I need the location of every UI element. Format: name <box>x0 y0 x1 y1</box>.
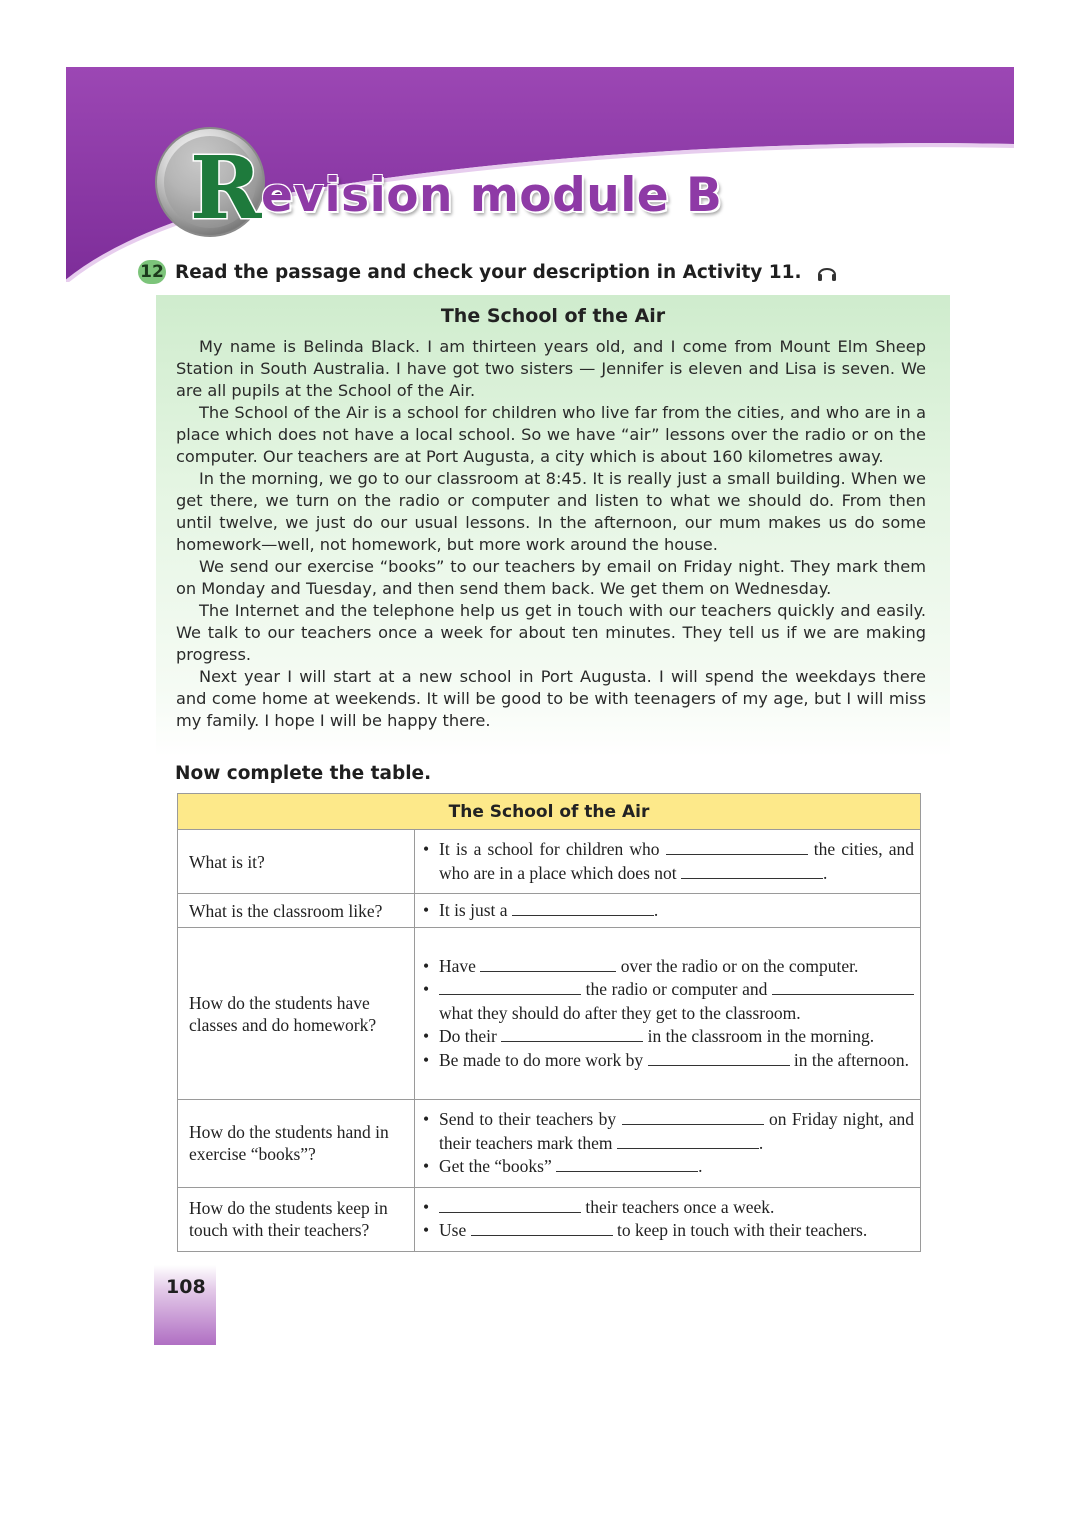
passage-title: The School of the Air <box>440 305 666 327</box>
table-row <box>178 894 921 928</box>
table-row <box>178 830 921 894</box>
table-answer-cell: • their teachers once a week. • Use to keep in touch with their teachers. <box>415 1187 921 1251</box>
answer-blank[interactable] <box>666 838 808 855</box>
reading-passage <box>156 295 950 757</box>
table-answer-cell: • It is a school for children who the cities, and who are in a place which does not . <box>415 830 921 894</box>
table-answer-cell: • Have over the radio or on the computer. • the radio or computer and what they should do after they get to the classroom. • Do their in the classroom in the morning. • Be made to do more work by in the afternoon. <box>415 928 921 1100</box>
bullet-icon: • <box>423 1196 430 1217</box>
table-row <box>178 928 921 1100</box>
bullet-icon: • <box>423 1109 430 1129</box>
table-answer-cell: • It is just a . <box>415 894 921 928</box>
passage-paragraph: The Internet and the telephone help us get in touch with our teachers quickly and easily. We talk to our teachers once a week for about ten minutes. They tell us if we are making progress. <box>176 601 926 664</box>
table-question: How do the students hand in exercise “books”? <box>178 1100 415 1188</box>
answer-blank[interactable] <box>439 978 581 995</box>
bullet-icon: • <box>423 1156 430 1176</box>
table-row <box>178 1187 921 1251</box>
bullet-icon: • <box>423 1049 430 1070</box>
activity-number-badge: 12 <box>138 260 166 284</box>
answer-blank[interactable] <box>772 978 914 995</box>
passage-paragraph: My name is Belinda Black. I am thirteen years old, and I come from Mount Elm Sheep Station in South Australia. I have got two sisters — Jennifer is eleven and Lisa is seven. We are all pupils at the School of the Air. <box>176 337 926 400</box>
bullet-icon: • <box>423 1026 430 1047</box>
answer-blank[interactable] <box>501 1025 643 1042</box>
answer-blank[interactable] <box>556 1155 698 1172</box>
bullet-icon: • <box>423 839 430 859</box>
answer-blank[interactable] <box>480 955 616 972</box>
passage-paragraph: We send our exercise “books” to our teachers by email on Friday night. They mark them on Monday and Tuesday, and then send them back. We get them on Wednesday. <box>176 557 926 598</box>
bullet-icon: • <box>423 979 430 1000</box>
page-number: 108 <box>166 1276 206 1298</box>
passage-paragraph: Next year I will start at a new school in Port Augusta. I will spend the weekdays there and come home at weekends. It will be good to be with teenagers of my age, but I will miss my family. I hope I will be happy there. <box>176 667 926 730</box>
activity-instruction: Read the passage and check your description in Activity 11. <box>175 261 802 283</box>
answer-blank[interactable] <box>681 862 823 879</box>
bullet-icon: • <box>423 1220 430 1240</box>
table-answer-cell: • Send to their teachers by on Friday night, and their teachers mark them . • Get the “books” . <box>415 1100 921 1188</box>
module-title: evision module B <box>261 168 723 223</box>
svg-text:R: R <box>190 138 262 239</box>
task-instruction: Now complete the table. <box>175 763 432 784</box>
answer-table <box>177 793 921 1252</box>
bullet-icon: • <box>423 955 430 976</box>
answer-blank[interactable] <box>512 899 654 916</box>
headphone-icon[interactable] <box>816 261 838 283</box>
answer-blank[interactable] <box>622 1108 764 1125</box>
answer-blank[interactable] <box>617 1132 759 1149</box>
table-row <box>178 1100 921 1188</box>
bullet-icon: • <box>423 899 430 920</box>
answer-blank[interactable] <box>471 1219 613 1236</box>
table-question: What is the classroom like? <box>178 894 415 928</box>
answer-blank[interactable] <box>439 1196 581 1213</box>
table-header: The School of the Air <box>178 794 921 830</box>
table-question: How do the students keep in touch with their teachers? <box>178 1187 415 1251</box>
module-title-block <box>150 120 750 240</box>
passage-paragraph: The School of the Air is a school for children who live far from the cities, and who are in a place which does not have a local school. So we have “air” lessons over the radio or on the computer. Our teachers are at Port Augusta, a city which is about 160 kilometres away. <box>176 403 926 466</box>
table-question: How do the students have classes and do homework? <box>178 928 415 1100</box>
activity-heading <box>138 258 838 286</box>
answer-blank[interactable] <box>648 1049 790 1066</box>
passage-paragraph: In the morning, we go to our classroom at 8:45. It is really just a small building. When we get there, we turn on the radio or computer and listen to what we should do. From then until twelve, we just do our usual lessons. In the afternoon, our mum makes us do some homework—well, not homework, but more work around the house. <box>176 469 926 554</box>
passage-body <box>176 336 926 732</box>
table-question: What is it? <box>178 830 415 894</box>
